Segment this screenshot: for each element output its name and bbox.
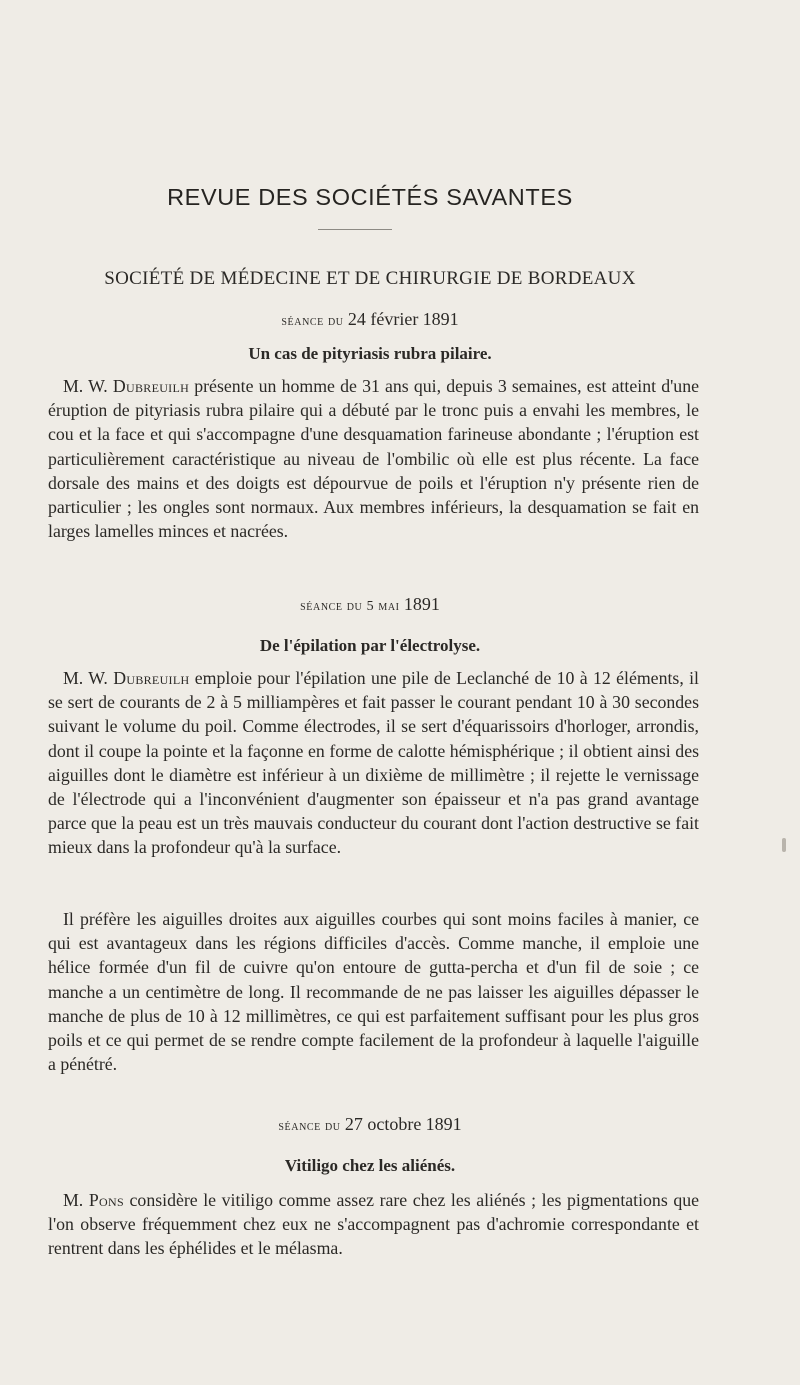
article-heading: Un cas de pityriasis rubra pilaire. [248, 344, 492, 363]
seance-year: 1891 [422, 309, 459, 329]
society-name: SOCIÉTÉ DE MÉDECINE ET DE CHIRURGIE DE BORDEAUX [104, 268, 636, 289]
author-initial: M. W. [63, 376, 108, 396]
author-initial: M. W. [63, 668, 108, 688]
seance-day: 5 mai [366, 599, 400, 614]
journal-section-title: REVUE DES SOCIÉTÉS SAVANTES [167, 184, 573, 210]
paragraph-text: présente un homme de 31 ans qui, depuis 3 semaines, est atteint d'une éruption de pityriasis rubra pilaire qui a débuté par le tronc puis a envahi les membres, le cou et la face et qui s'accompagne d'une desquamation farineuse abondante ; l'éruption est particulièrement caractéristique au niveau de l'ombilic où elle est plus récente. La face dorsale des mains et des doigts est dépourvue de poils et l'éruption n'y présente rien de particulier ; les ongles sont normaux. Aux membres inférieurs, la desquamation se fait en larges lamelles minces et nacrées. [48, 376, 699, 542]
article-paragraph [48, 1188, 699, 1261]
author-initial: M. [63, 1190, 84, 1210]
paragraph-text: considère le vitiligo comme assez rare chez les aliénés ; les pigmentations que l'on observe fréquemment chez eux ne s'accompagnent pas d'achromie correspondante et rentrent dans les éphélides et le mélasma. [48, 1190, 699, 1259]
seance-year: 1891 [425, 1114, 462, 1134]
author-name: Pons [88, 1190, 124, 1210]
seance-label: séance du [281, 314, 344, 329]
seance-date [0, 309, 740, 330]
seance-label: séance du [300, 599, 363, 614]
paragraph-text: emploie pour l'épilation une pile de Leclanché de 10 à 12 éléments, il se sert de courants de 2 à 5 milliampères et fait passer le courant pendant 10 à 30 secondes suivant le volume du poil. Comme électrodes, il se sert d'équarissoirs d'horloger, arrondis, dont il coupe la pointe et la façonne en forme de calotte hémisphérique ; il obtient ainsi des aiguilles dont le diamètre est inférieur à un dixième de millimètre ; il rejette le vernissage de l'électrode qui a l'inconvénient d'augmenter son épaisseur et n'a pas grand avantage parce que la peau est un très mauvais conducteur du courant dont l'action destructive se fait mieux dans la profondeur qu'à la surface. [48, 668, 699, 858]
article-paragraph [48, 907, 699, 1076]
page-edge-mark [782, 838, 786, 852]
seance-label: séance du [278, 1119, 341, 1134]
seance-year: 1891 [403, 594, 440, 614]
seance-date [0, 1114, 740, 1135]
article-paragraph [48, 666, 699, 860]
title-divider [318, 229, 392, 230]
author-name: Dubreuilh [112, 376, 190, 396]
article-heading: Vitiligo chez les aliénés. [284, 1156, 456, 1175]
author-name: Dubreuilh [113, 668, 190, 688]
seance-date [0, 594, 740, 615]
seance-day: 27 octobre [344, 1114, 422, 1134]
paragraph-text: Il préfère les aiguilles droites aux aiguilles courbes qui sont moins faciles à manier, ce qui est avantageux dans les régions difficiles d'accès. Comme manche, il emploie une hélice formée d'un fil de cuivre qu'on entoure de gutta-percha et d'un fil de soie ; ce manche a un centimètre de long. Il recommande de ne pas laisser les aiguilles dépasser le manche de plus de 10 à 12 millimètres, ce qui est parfaitement suffisant pour les plus gros poils et ce qui permet de se rendre compte facilement de la profondeur à laquelle l'aiguille a pénétré. [48, 909, 699, 1075]
seance-day: 24 février [347, 309, 419, 329]
article-paragraph [48, 374, 699, 543]
article-heading: De l'épilation par l'électrolyse. [259, 636, 481, 655]
